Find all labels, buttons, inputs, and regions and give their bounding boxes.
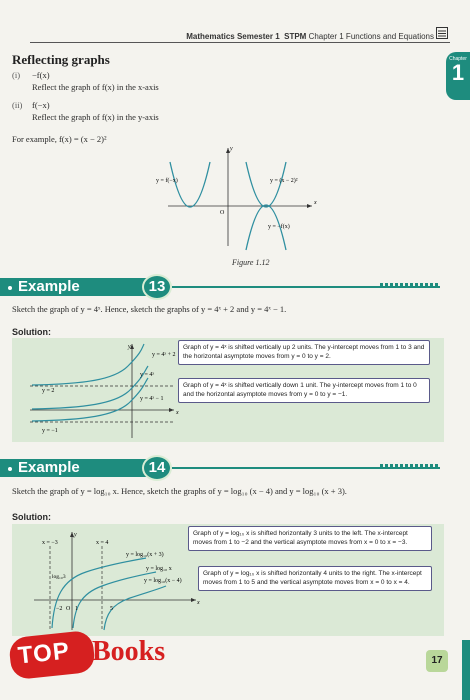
page-edge-strip [462, 640, 470, 700]
example-14-banner [0, 455, 440, 481]
fig-axis-y-label: y [230, 146, 233, 152]
example-13-solution-label: Solution: [12, 327, 51, 337]
example-14-note-2: Graph of y = log₁₀ x is shifted horizontally 4 units to the right. The x-intercept moves from 1 to 5 and the vertical asymptote moves from x = 0 to x = 4. [198, 566, 432, 591]
section-title: Reflecting graphs [12, 52, 110, 67]
ex14-label-log: y = log₁₀ x [146, 566, 172, 572]
example-14-title: Example [18, 459, 80, 476]
item-ii [12, 100, 50, 110]
example-14-graph [26, 528, 202, 632]
ex13-label-y2: y = 2 [42, 388, 55, 394]
ex14-axis-x: x [197, 600, 200, 606]
ex13-axis-x: x [176, 410, 179, 416]
ex14-label-minus4: y = log₁₀(x − 4) [144, 578, 182, 584]
example-13-note-1: Graph of y = 4ˣ is shifted vertically up 2 units. The y-intercept moves from 1 to 3 and the horizontal asymptote moves from y = 0 to y = 2. [178, 340, 430, 365]
ex13-label-y-minus1: y = −1 [42, 428, 58, 434]
fig-label-f: y = (x − 2)² [270, 178, 298, 184]
watermark-top-text: TOP [16, 637, 72, 670]
ex13-axis-y: y [128, 344, 131, 350]
example-14-solution-area [12, 524, 444, 636]
example-13-graph [24, 340, 184, 440]
banner-dot [8, 286, 12, 290]
ex14-label-x-minus3: x = −3 [42, 540, 58, 546]
ex13-label-plus2: y = 4ˣ + 2 [152, 352, 176, 358]
fig-origin-label: O [220, 210, 225, 216]
example-13-solution-area [12, 338, 444, 442]
ex14-axis-y: y [74, 532, 77, 538]
ex14-label-log3: log₁₀3 [52, 574, 66, 580]
example-13-question: Sketch the graph of y = 4ˣ. Hence, sketch the graphs of y = 4ˣ + 2 and y = 4ˣ − 1. [12, 304, 287, 314]
example-13-title: Example [18, 278, 80, 295]
fig-axis-x-label: x [314, 200, 317, 206]
banner-dash [380, 283, 440, 287]
fig-label-f-minus-x: y = f(−x) [156, 178, 178, 184]
ex14-label-origin: O [66, 606, 71, 612]
ex13-label-minus1: y = 4ˣ − 1 [140, 396, 164, 402]
example-14-solution-label: Solution: [12, 512, 51, 522]
chapter-title: Chapter 1 Functions and Equations [308, 32, 434, 41]
figure-1-12 [150, 142, 320, 252]
figure-caption: Figure 1.12 [232, 258, 270, 267]
example-14-number: 14 [142, 455, 172, 481]
item-ii-expr: f(−x) [32, 100, 50, 110]
example-13-number: 13 [142, 274, 172, 300]
chapter-tab [446, 52, 470, 100]
example-statement: For example, f(x) = (x − 2)² [12, 134, 107, 144]
example-14-question: Sketch the graph of y = log₁₀ x. Hence, sketch the graphs of y = log₁₀ (x − 4) and y = log₁₀ (x + 3). [12, 486, 347, 496]
example-13-note-2: Graph of y = 4ˣ is shifted vertically down 1 unit. The y-intercept moves from 1 to 0 and the horizontal asymptote moves from y = 0 to y = −1. [178, 378, 430, 403]
ex14-label-1: 1 [75, 606, 78, 612]
banner-dash [380, 464, 440, 468]
ex14-label-x4: x = 4 [96, 540, 109, 546]
ex14-label-5: 5 [110, 606, 113, 612]
book-title: Mathematics Semester 1 [186, 32, 280, 41]
item-i-desc: Reflect the graph of f(x) in the x-axis [32, 82, 159, 92]
curve-log-x-plus-3 [52, 558, 146, 628]
item-i-roman: (i) [12, 70, 21, 80]
header-rule [30, 42, 450, 43]
ex14-label-minus2: −2 [56, 606, 63, 612]
example-13-banner [0, 274, 440, 300]
watermark-books-text: Books [92, 636, 166, 667]
banner-dot [8, 467, 12, 471]
book-icon [436, 27, 448, 39]
ex14-label-plus3: y = log₁₀(x + 3) [126, 552, 164, 558]
fig-x-arrow [307, 204, 312, 208]
example-14-note-1: Graph of y = log₁₀ x is shifted horizontally 3 units to the left. The x-intercept moves from 1 to −2 and the vertical asymptote moves from x = 0 to x = −3. [188, 526, 432, 551]
item-ii-roman: (ii) [12, 100, 23, 110]
item-i [12, 70, 50, 80]
running-header [186, 32, 434, 41]
curve-f [246, 162, 286, 207]
fig-label-minus-f: y = −f(x) [268, 224, 290, 230]
item-i-expr: −f(x) [32, 70, 50, 80]
ex13-label-4x: y = 4ˣ [140, 372, 155, 378]
item-ii-desc: Reflect the graph of f(x) in the y-axis [32, 112, 159, 122]
chapter-tab-number: 1 [451, 60, 465, 85]
curve-f-minus-x [170, 162, 210, 207]
chapter-tab-label: Chapter [449, 56, 467, 62]
curve-4x-plus-2 [32, 344, 144, 385]
page-number: 17 [426, 650, 448, 672]
curve-log-x-minus-4 [104, 586, 166, 630]
exam-name: STPM [284, 32, 307, 41]
